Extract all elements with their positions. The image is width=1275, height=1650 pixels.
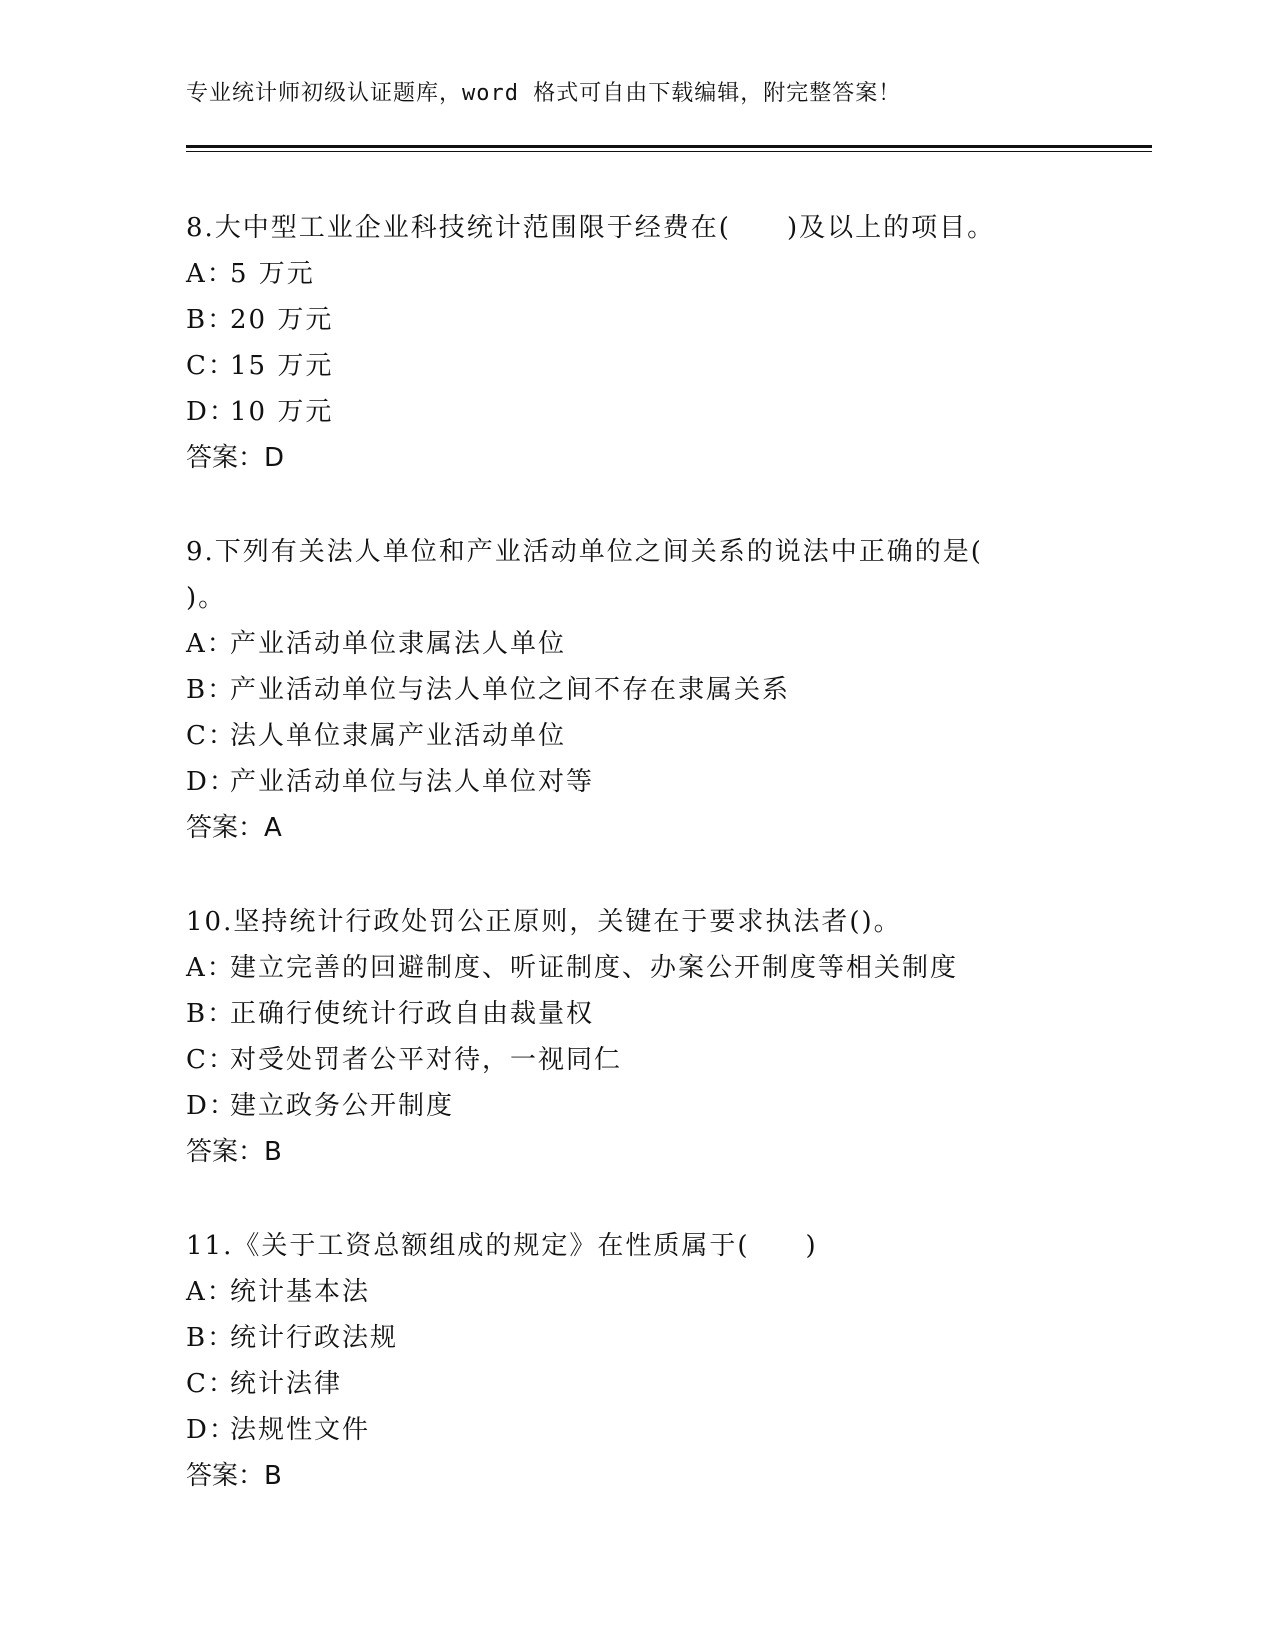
- question-10: [186, 899, 1086, 1175]
- option-a: [186, 1269, 1086, 1315]
- question-text: 9.下列有关法人单位和产业活动单位之间关系的说法中正确的是( )。: [186, 537, 1039, 613]
- option-d: [186, 1083, 1086, 1129]
- option-d: [186, 759, 1086, 805]
- option-b: [186, 297, 1086, 343]
- option-text: 建立政务公开制度: [230, 1091, 455, 1121]
- page-header: 专业统计师初级认证题库，word 格式可自由下载编辑，附完整答案！: [186, 81, 902, 106]
- option-text: 产业活动单位与法人单位对等: [230, 767, 595, 797]
- answer: 答案：B: [186, 1461, 282, 1491]
- option-key: C：: [186, 1045, 236, 1075]
- option-c: [186, 1037, 1086, 1083]
- option-text: 统计基本法: [230, 1277, 371, 1307]
- option-key: D：: [186, 1415, 237, 1445]
- option-text: 对受处罚者公平对待，一视同仁: [230, 1045, 623, 1075]
- option-text: 产业活动单位与法人单位之间不存在隶属关系: [230, 675, 791, 705]
- option-text: 统计行政法规: [230, 1323, 399, 1353]
- option-key: A：: [186, 629, 235, 659]
- option-text: 建立完善的回避制度、听证制度、办案公开制度等相关制度: [230, 953, 959, 983]
- option-b: [186, 1315, 1086, 1361]
- answer: 答案：B: [186, 1137, 282, 1167]
- option-key: C：: [186, 721, 236, 751]
- option-text: 5 万元: [230, 259, 315, 289]
- question-8: [186, 205, 1086, 481]
- question-text: 8.大中型工业企业科技统计范围限于经费在( )及以上的项目。: [186, 213, 996, 243]
- option-key: D：: [186, 1091, 237, 1121]
- answer: 答案：A: [186, 813, 282, 843]
- option-key: A：: [186, 259, 235, 289]
- question-list: [186, 205, 1086, 1547]
- option-key: A：: [186, 953, 235, 983]
- option-key: B：: [186, 999, 236, 1029]
- question-text: 11.《关于工资总额组成的规定》在性质属于( ): [186, 1231, 818, 1261]
- option-b: [186, 991, 1086, 1037]
- option-key: C：: [186, 1369, 236, 1399]
- option-key: D：: [186, 767, 237, 797]
- option-key: B：: [186, 1323, 236, 1353]
- option-key: C：: [186, 351, 236, 381]
- option-key: A：: [186, 1277, 235, 1307]
- option-key: B：: [186, 675, 236, 705]
- option-key: B：: [186, 305, 236, 335]
- option-d: [186, 1407, 1086, 1453]
- option-text: 产业活动单位隶属法人单位: [230, 629, 567, 659]
- question-9: [186, 529, 1086, 851]
- option-c: [186, 1361, 1086, 1407]
- option-a: [186, 621, 1086, 667]
- option-key: D：: [186, 397, 237, 427]
- option-text: 法规性文件: [230, 1415, 371, 1445]
- header-rule-thick: [186, 145, 1152, 148]
- option-a: [186, 251, 1086, 297]
- answer: 答案：D: [186, 443, 285, 473]
- option-b: [186, 667, 1086, 713]
- option-c: [186, 343, 1086, 389]
- option-d: [186, 389, 1086, 435]
- option-text: 法人单位隶属产业活动单位: [230, 721, 567, 751]
- header-rule-thin: [186, 151, 1152, 152]
- option-text: 统计法律: [230, 1369, 343, 1399]
- option-text: 20 万元: [230, 305, 334, 335]
- option-a: [186, 945, 1086, 991]
- option-text: 15 万元: [230, 351, 334, 381]
- question-text: 10.坚持统计行政处罚公正原则，关键在于要求执法者()。: [186, 907, 902, 937]
- question-11: [186, 1223, 1086, 1499]
- option-c: [186, 713, 1086, 759]
- option-text: 10 万元: [230, 397, 334, 427]
- option-text: 正确行使统计行政自由裁量权: [230, 999, 595, 1029]
